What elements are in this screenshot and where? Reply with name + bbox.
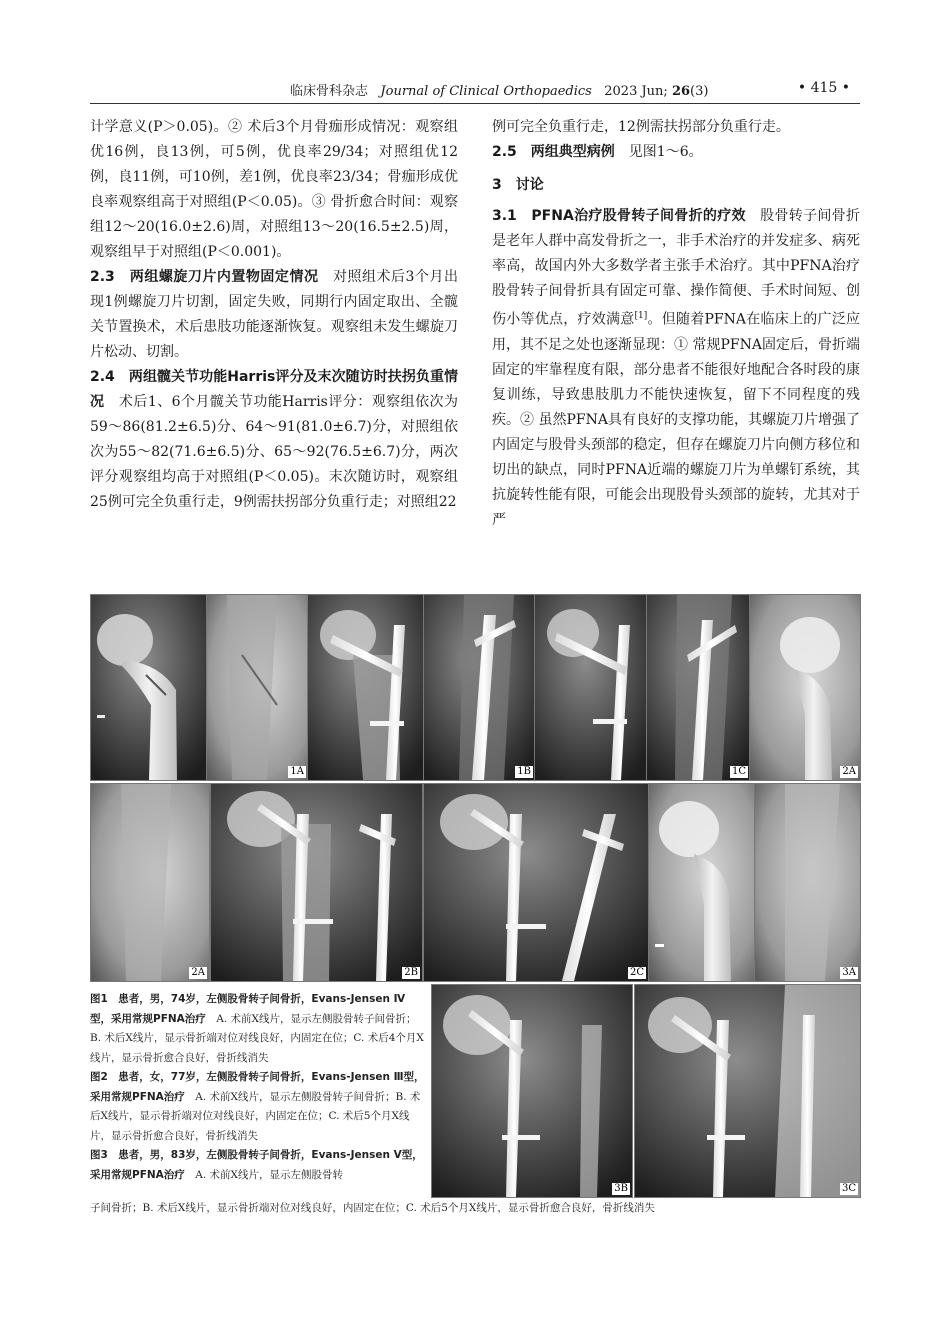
figure-label-2a: 2A — [191, 967, 205, 978]
page-number: • 415 • — [797, 80, 850, 96]
paragraph-results-cont: 计学意义(P＞0.05)。② 术后3个月骨痂形成情况：观察组优16例，良13例，可5例，优良率29/34；对照组优12例，良11例，可10例，差1例，优良率23/34；骨痂形成优良率观察组高于对照组(P＜0.05)。③ 骨折愈合时间：观察组12～20(16.0±2.6)周，对照组13～20(16.5±2.5)周，观察组早于对照组(P＜0.001)。 — [90, 119, 458, 260]
section-2-5-title: 2.5 两组典型病例 — [492, 144, 615, 160]
journal-info — [290, 80, 708, 99]
xray-3a-lateral — [754, 783, 861, 982]
issue-number: (3) — [690, 84, 709, 99]
issue-date: 2023 Jun; — [604, 84, 668, 99]
figure-label-2a-top: 2A — [842, 766, 856, 777]
running-header — [90, 80, 860, 102]
xray-1b-lateral — [423, 594, 536, 781]
figure-label-1c: 1C — [731, 766, 746, 777]
fig2-caption-title: 图2 患者，女，77岁，左侧股骨转子间骨折，Evans-Jensen Ⅲ型，采用常规PFNA治疗 — [90, 1071, 425, 1103]
section-2-3-title: 2.3 两组螺旋刀片内置物固定情况 — [90, 269, 319, 285]
citation-1: [1] — [634, 311, 648, 321]
fig3-caption-text: A. 术前X线片，显示左侧股骨转 — [184, 1168, 344, 1181]
journal-name-en: Journal of Clinical Orthopaedics — [380, 84, 592, 99]
header-rule — [90, 103, 860, 104]
xray-3b — [431, 984, 633, 1198]
xray-1c-ap — [534, 594, 648, 781]
fig1-caption-text: A. 术前X线片，显示左侧股骨转子间骨折；B. 术后X线片，显示骨折端对位对线良好，内固定在位；C. 术后4个月X线片，显示骨折愈合良好，骨折线消失 — [90, 1012, 424, 1064]
section-3-1-title: 3.1 PFNA治疗股骨转子间骨折的疗效 — [492, 208, 746, 224]
journal-name-cn: 临床骨科杂志 — [290, 84, 369, 99]
xray-1a-hip — [90, 594, 208, 781]
section-2-4 — [90, 365, 458, 515]
figure-label-2c: 2C — [629, 967, 644, 978]
fig1-caption-title: 图1 患者，男，74岁，左侧股骨转子间骨折，Evans-Jensen Ⅳ型，采用常规PFNA治疗 — [90, 993, 406, 1025]
paragraph-continued: 例可完全负重行走，12例需扶拐部分负重行走。 — [492, 119, 790, 135]
xray-1c-lateral — [646, 594, 751, 781]
section-2-4-text: 术后1、6个月髋关节功能Harris评分：观察组依次为59～86(81.2±6.5)分、64～91(81.0±6.7)分，对照组依次为55～82(71.6±6.5)分、65～92(76.5±6.7)分，两次评分观察组均高于对照组(P＜0.05)。末次随访时，观察组25例可完全负重行走，9例需扶拐部分负重行走；对照组22 — [90, 394, 459, 510]
figure-label-3a: 3A — [842, 967, 856, 978]
xray-1a-lateral — [206, 594, 309, 781]
right-column — [492, 115, 860, 533]
volume: 26 — [671, 84, 691, 99]
xray-3c — [634, 984, 861, 1198]
fig3-caption-title: 图3 患者，男，83岁，左侧股骨转子间骨折，Evans-Jensen Ⅴ型，采用常规PFNA治疗 — [90, 1149, 423, 1181]
section-2-5 — [492, 140, 860, 165]
section-3-1-text: 股骨转子间骨折是老年人群中高发骨折之一，非手术治疗的并发症多、病死率高，故国内外大多数学者主张手术治疗。其中PFNA治疗股骨转子间骨折具有固定可靠、操作简便、手术时间短、创伤小等优点，疗效满意 — [492, 208, 860, 328]
section-2-3 — [90, 265, 458, 365]
xray-3a-ap — [648, 783, 756, 982]
xray-2b — [210, 783, 423, 982]
section-3-title: 3 讨论 — [492, 177, 544, 193]
figure-label-3b: 3B — [614, 1183, 628, 1194]
figure-label-3c: 3C — [841, 1183, 856, 1194]
section-2-5-text: 见图1～6。 — [614, 144, 703, 160]
section-3-1 — [492, 204, 860, 533]
section-2-3-text: 对照组术后3个月出现1例螺旋刀片切割，固定失败，同期行内固定取出、全髋关节置换术，术后患肢功能逐渐恢复。观察组未发生螺旋刀片松动、切割。 — [90, 269, 458, 360]
section-3-1-text-cont: 。但随着PFNA在临床上的广泛应用，其不足之处也逐渐显现：① 常规PFNA固定后，骨折端固定的牢靠程度有限，部分患者不能很好地配合各时段的康复训练，导致患肢肌力不能快速恢复，留下不同程度的残疾。② 虽然PFNA具有良好的支撑功能，其螺旋刀片增强了内固定与股骨头颈部的稳定，但存在螺旋刀片向侧方移位和切出的缺点，同时PFNA近端的螺旋刀片为单螺钉系统，其抗旋转性能有限，可能会出现股骨头颈部的旋转，尤其对于严 — [492, 311, 860, 528]
fig3-caption-continued: 子间骨折；B. 术后X线片，显示骨折端对位对线良好，内固定在位；C. 术后5个月X线片，显示骨折愈合良好，骨折线消失 — [90, 1202, 655, 1214]
figure-label-2b: 2B — [404, 967, 418, 978]
xray-2a-lateral — [90, 783, 210, 982]
left-column — [90, 115, 458, 515]
figure-captions — [90, 990, 425, 1185]
xray-2c — [423, 783, 649, 982]
xray-2a-ap-top — [749, 594, 861, 781]
section-2-4-title: 2.4 两组髋关节功能Harris评分及末次随访时扶拐负重情况 — [90, 369, 458, 410]
xray-1b-ap — [307, 594, 425, 781]
figure-label-1a: 1A — [290, 766, 304, 777]
figure-label-1b: 1B — [517, 766, 531, 777]
fig2-caption-text: A. 术前X线片，显示左侧股骨转子间骨折；B. 术后X线片，显示骨折端对位对线良好，内固定在位；C. 术后5个月X线片，显示骨折愈合良好，骨折线消失 — [90, 1090, 421, 1142]
